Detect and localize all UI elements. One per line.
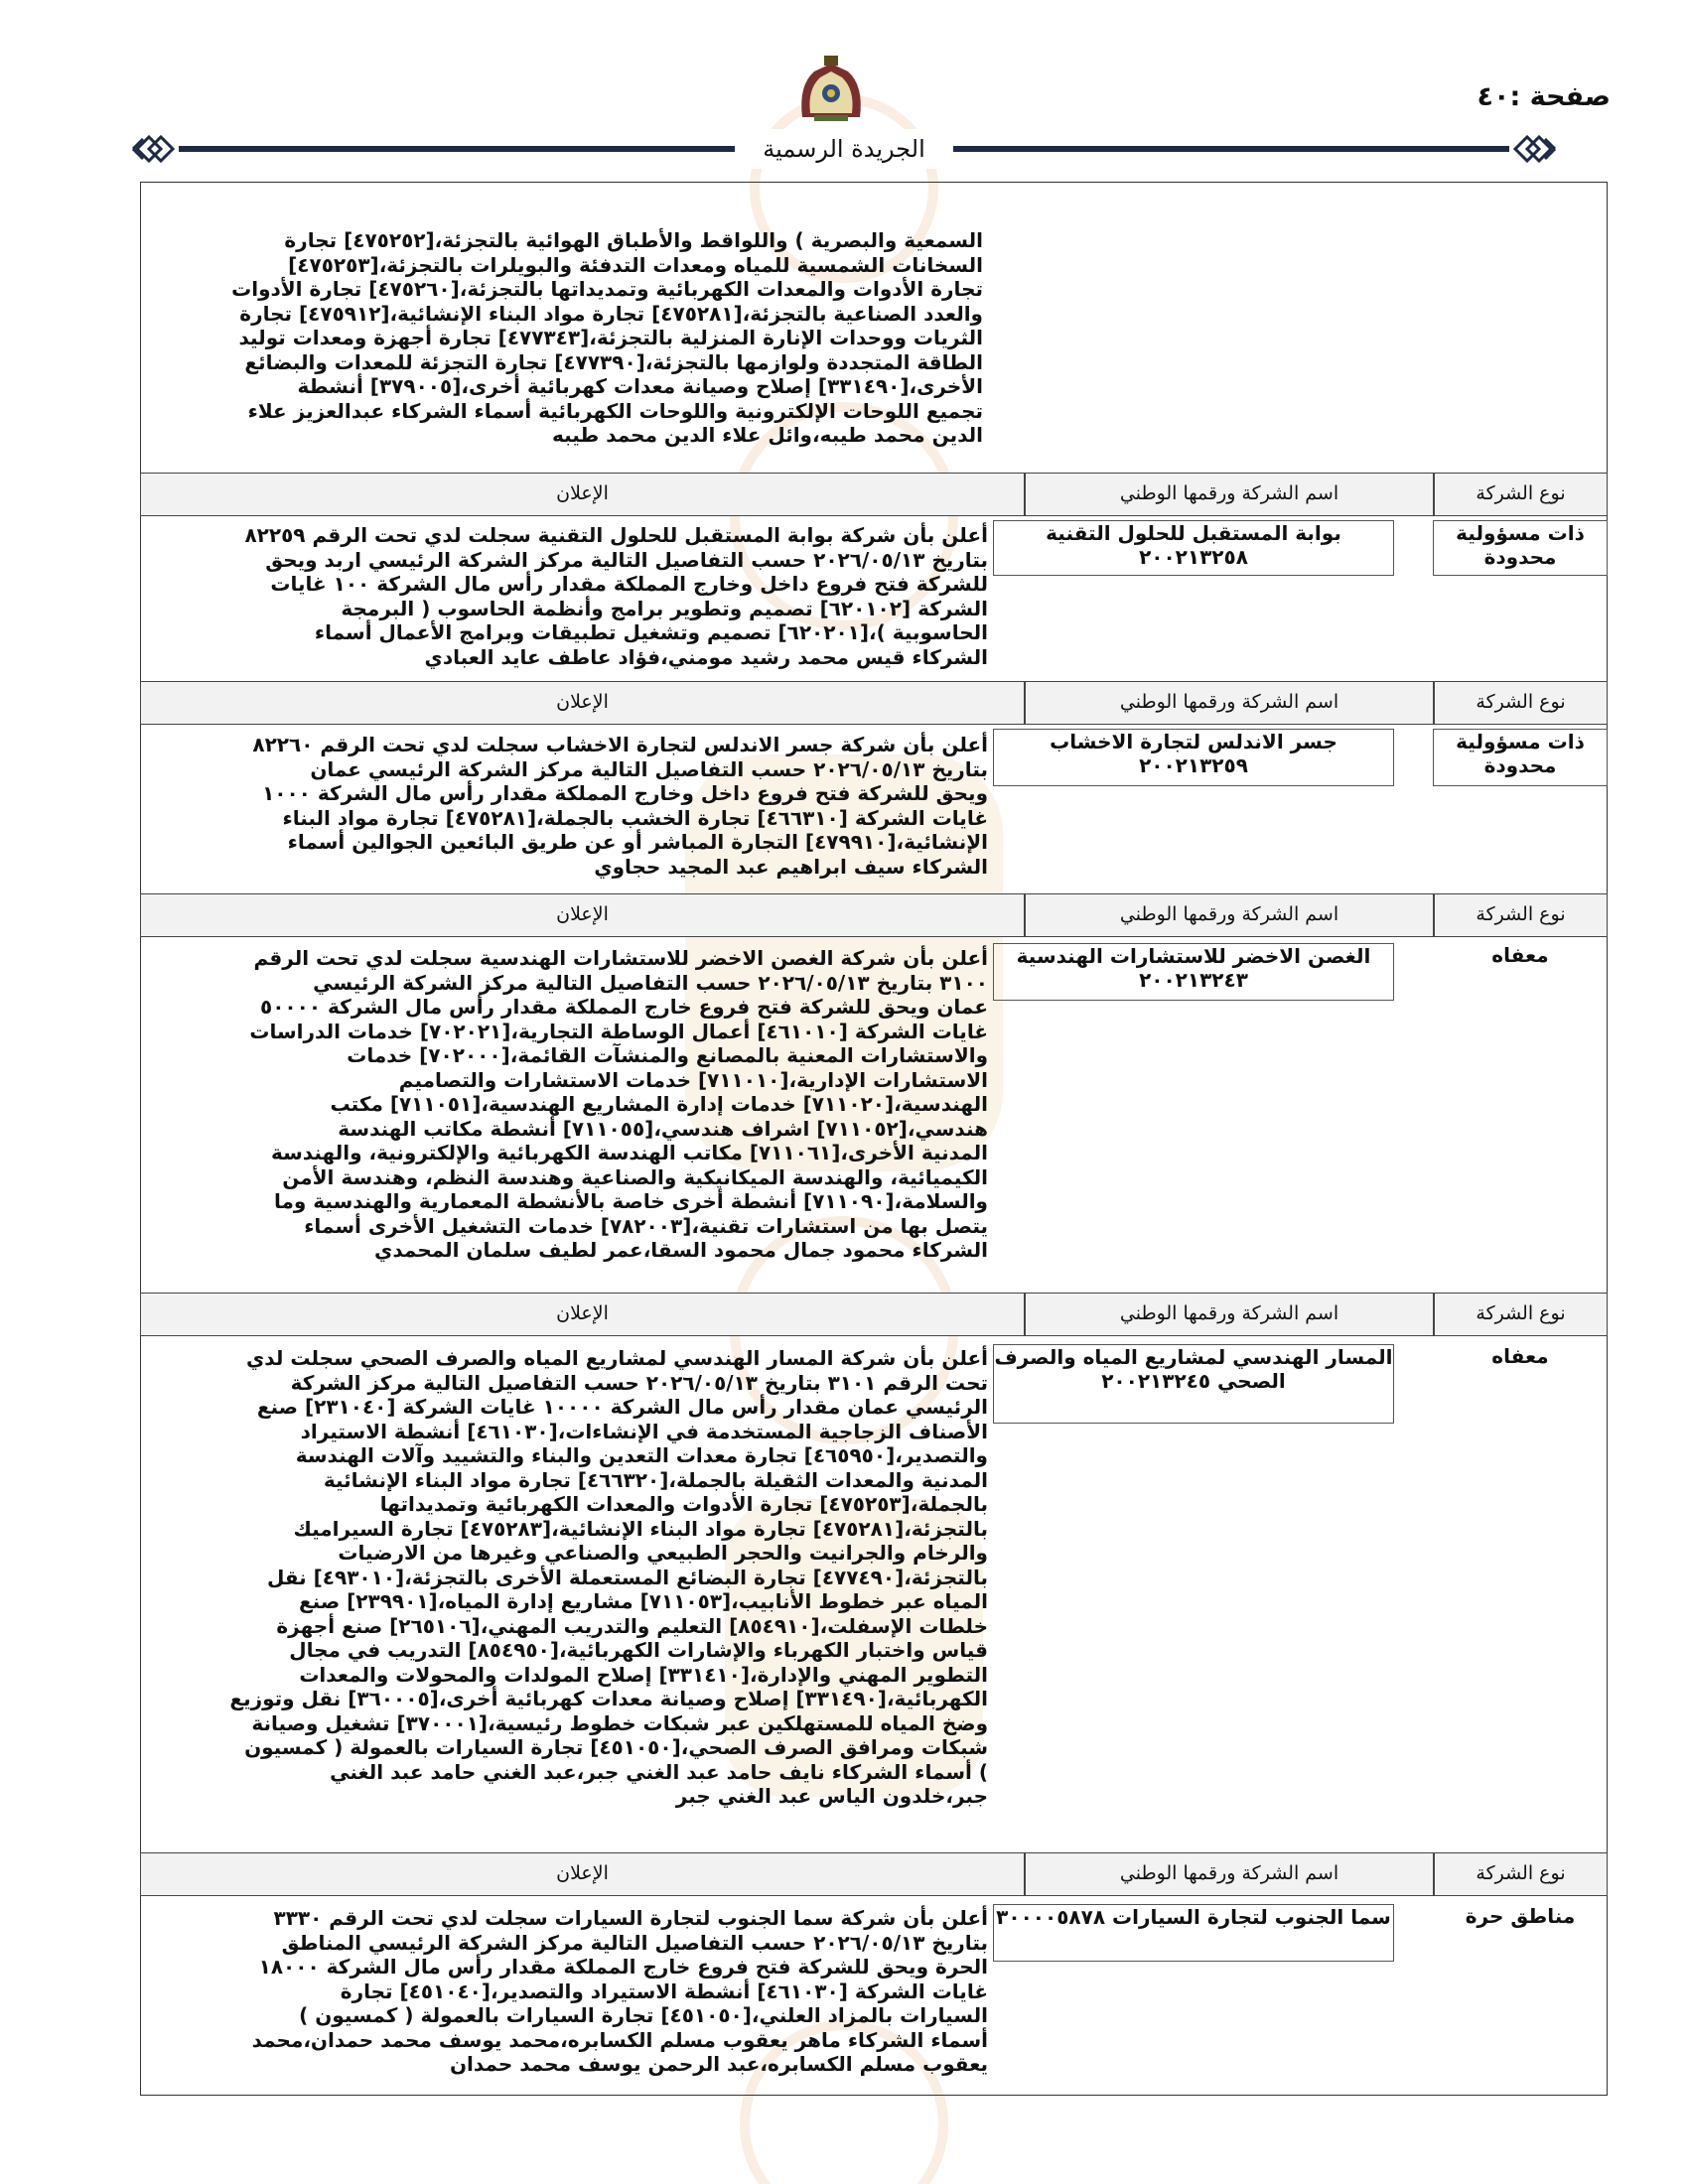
intro-continuation-text: السمعية والبصرية ) واللواقط والأطباق الهوائية بالتجزئة،[٤٧٥٢٥٢] تجارة السخانات الشمسية للمياه ومعدات التدفئة والبويلرات بالتجزئة،[٤٧٥٢٥٣] تجارة الأدوات والمعدات الكهربائية وتمديداتها بالتجزئة،[٤٧٥٢٦٠] تجارة الأدوات والعدد الصناعية بالتجزئة،[٤٧٥٢٨١] تجارة مواد البناء الإنشائية،[٤٧٥٩١٢] تجارة الثريات ووحدات الإنارة المنزلية بالتجزئة،[٤٧٧٣٤٣] تجارة أجهزة ومعدات توليد الطاقة المتجددة ولوازمها بالتجزئة،[٤٧٧٣٩٠] تجارة التجزئة للمعدات والبضائع الأخرى،[٣٣١٤٩٠] إصلاح وصيانة معدات كهربائية أخرى،[٣٧٩٠٠٥] أنشطة تجميع اللوحات الإلكترونية واللوحات الكهربائية أسماء الشركاء عبدالعزيز علاء الدين محمد طيبه،وائل علاء الدين محمد طيبه	[231, 228, 983, 447]
table-header-row	[140, 893, 1608, 937]
company-type: معفاه	[1491, 943, 1549, 967]
header-announcement: الإعلان	[140, 473, 1025, 516]
header-type: نوع الشركة	[1434, 473, 1608, 516]
header-type: نوع الشركة	[1434, 1293, 1608, 1336]
company-name: جسر الاندلس لتجارة الاخشاب ٢٠٠٢١٣٢٥٩	[993, 729, 1394, 786]
company-type: معفاه	[1491, 1344, 1549, 1368]
company-name: سما الجنوب لتجارة السيارات ٣٠٠٠٠٥٨٧٨	[993, 1904, 1394, 1962]
table-header-row	[140, 473, 1608, 516]
company-name: بوابة المستقبل للحلول التقنية ٢٠٠٢١٣٢٥٨	[993, 520, 1394, 576]
header-announcement: الإعلان	[140, 681, 1025, 725]
header-name: اسم الشركة ورقمها الوطني	[1025, 1293, 1434, 1336]
ornament-knot-icon	[131, 129, 179, 169]
page-number: صفحة :٤٠	[1477, 81, 1611, 112]
gazette-title: الجريدة الرسمية	[735, 129, 953, 169]
company-announcement: أعلن بأن شركة جسر الاندلس لتجارة الاخشاب سجلت لدي تحت الرقم ٨٢٢٦٠ بتاريخ ٢٠٢٦/٠٥/١٣ حسب التفاصيل التالية مركز الشركة الرئيسي عمان ويحق للشركة فتح فروع داخل وخارج المملكة مقدار رأس مال الشركة ١٠٠٠ غايات الشركة [٤٦٦٣١٠] تجارة الخشب بالجملة،[٤٧٥٢٨١] تجارة مواد البناء الإنشائية،[٤٧٩٩١٠] التجارة المباشر أو عن طريق البائعين الجوالين أسماء الشركاء سيف ابراهيم عبد المجيد حجاوي	[252, 733, 988, 879]
table-header-row	[140, 681, 1608, 725]
company-name: المسار الهندسي لمشاريع المياه والصرف الصحي ٢٠٠٢١٣٢٤٥	[993, 1344, 1394, 1424]
header-name: اسم الشركة ورقمها الوطني	[1025, 473, 1434, 516]
company-announcement: أعلن بأن شركة المسار الهندسي لمشاريع المياه والصرف الصحي سجلت لدي تحت الرقم ٣١٠١ بتاريخ ٢٠٢٦/٠٥/١٣ حسب التفاصيل التالية مركز الشركة الرئيسي عمان مقدار رأس مال الشركة ١٠٠٠٠ غايات الشركة [٢٣١٠٤٠] صنع الأصناف الزجاجية المستخدمة في الإنشاءات،[٤٦١٠٣٠] أنشطة الاستيراد والتصدير،[٤٦٥٩٥٠] تجارة معدات التعدين والبناء والتشييد وآلات الهندسة المدنية والمعدات الثقيلة بالجملة،[٤٦٦٣٢٠] تجارة مواد البناء الإنشائية بالجملة،[٤٧٥٢٥٣] تجارة الأدوات والمعدات الكهربائية وتمديداتها بالتجزئة،[٤٧٥٢٨١] تجارة مواد البناء الإنشائية،[٤٧٥٢٨٣] تجارة السيراميك والرخام والجرانيت والحجر الطبيعي والصناعي وغيرها من الارضيات بالتجزئة،[٤٧٧٤٩٠] تجارة البضائع المستعملة الأخرى بالتجزئة،[٤٩٣٠١٠] نقل المياه عبر خطوط الأنابيب،[٧١١٠٥٣] مشاريع إدارة المياه،[٢٣٩٩٠١] صنع خلطات الإسفلت،[٨٥٤٩١٠] التعليم والتدريب المهني،[٢٦٥١٠٦] صنع أجهزة قياس واختبار الكهرباء والإشارات الكهربائية،[٨٥٤٩٥٠] التدريب في مجال التطوير المهني والإدارة،[٣٣١٤١٠] إصلاح المولدات والمحولات والمعدات الكهربائية،[٣٣١٤٩٠] إصلاح وصيانة معدات كهربائية أخرى،[٣٦٠٠٠٥] نقل وتوزيع وضخ المياه للمستهلكين عبر شبكات خطوط رئيسية،[٣٧٠٠٠١] تشغيل وصيانة شبكات ومرافق الصرف الصحي،[٤٥١٠٥٠] تجارة السيارات بالعمولة ( كمسيون ) أسماء الشركاء نايف حامد عبد الغني جبر،عبد الغني حامد عبد الغني جبر،خلدون الياس عبد الغني جبر	[229, 1346, 988, 1808]
header-type: نوع الشركة	[1434, 681, 1608, 725]
company-name: الغصن الاخضر للاستشارات الهندسية ٢٠٠٢١٣٢٤٣	[993, 943, 1394, 1001]
table-header-row	[140, 1852, 1608, 1896]
header-type: نوع الشركة	[1434, 893, 1608, 937]
table-header-row	[140, 1293, 1608, 1336]
company-announcement: أعلن بأن شركة بوابة المستقبل للحلول التقنية سجلت لدي تحت الرقم ٨٢٢٥٩ بتاريخ ٢٠٢٦/٠٥/١٣ حسب التفاصيل التالية مركز الشركة الرئيسي اربد ويحق للشركة فتح فروع داخل وخارج المملكة مقدار رأس مال الشركة ١٠٠ غايات الشركة [٦٢٠١٠٢] تصميم وتطوير برامج وأنظمة الحاسوب ( البرمجة الحاسوبية )،[٦٢٠٢٠١] تصميم وتشغيل تطبيقات وبرامج الأعمال أسماء الشركاء قيس محمد رشيد مومني،فؤاد عاطف عايد العبادي	[244, 523, 988, 669]
company-announcement: أعلن بأن شركة سما الجنوب لتجارة السيارات سجلت لدي تحت الرقم ٣٣٣٠ بتاريخ ٢٠٢٦/٠٥/١٣ حسب التفاصيل التالية مركز الشركة الرئيسي المناطق الحرة ويحق للشركة فتح فروع خارج المملكة مقدار رأس مال الشركة ١٨٠٠٠ غايات الشركة [٤٦١٠٣٠] أنشطة الاستيراد والتصدير،[٤٥١٠٤٠] تجارة السيارات بالمزاد العلني،[٤٥١٠٥٠] تجارة السيارات بالعمولة ( كمسيون ) أسماء الشركاء ماهر يعقوب مسلم الكسابره،محمد يوسف محمد حمدان،محمد يعقوب مسلم الكسابره،عبد الرحمن يوسف محمد حمدان	[251, 1906, 988, 2076]
header-announcement: الإعلان	[140, 893, 1025, 937]
header-type: نوع الشركة	[1434, 1852, 1608, 1896]
company-announcement: أعلن بأن شركة الغصن الاخضر للاستشارات الهندسية سجلت لدي تحت الرقم ٣١٠٠ بتاريخ ٢٠٢٦/٠٥/١٣ حسب التفاصيل التالية مركز الشركة الرئيسي عمان ويحق للشركة فتح فروع خارج المملكة مقدار رأس مال الشركة ٥٠٠٠٠ غايات الشركة [٤٦١٠١٠] أعمال الوساطة التجارية،[٧٠٢٠٢١] خدمات الدراسات والاستشارات المعنية بالمصانع والمنشآت القائمة،[٧٠٢٠٠٠] خدمات الاستشارات الإدارية،[٧١١٠١٠] خدمات الاستشارات والتصاميم الهندسية،[٧١١٠٢٠] خدمات إدارة المشاريع الهندسية،[٧١١٠٥١] مكتب هندسي،[٧١١٠٥٢] اشراف هندسي،[٧١١٠٥٥] أنشطة مكاتب الهندسة المدنية الأخرى،[٧١١٠٦١] مكاتب الهندسة الكهربائية والإلكترونية، والهندسة الكيميائية، والهندسة الميكانيكية والصناعية وهندسة النظم، وهندسة الأمن والسلامة،[٧١١٠٩٠] أنشطة أخرى خاصة بالأنشطة المعمارية والهندسية وما يتصل بها من استشارات تقنية،[٧٨٢٠٠٣] خدمات التشغيل الأخرى أسماء الشركاء محمود جمال محمود السقا،عمر لطيف سلمان المحمدي	[249, 946, 988, 1262]
company-type: ذات مسؤولية محدودة	[1433, 729, 1608, 786]
company-type: ذات مسؤولية محدودة	[1433, 520, 1608, 576]
coat-of-arms-icon	[794, 56, 868, 125]
header-announcement: الإعلان	[140, 1852, 1025, 1896]
ornament-knot-icon	[1509, 129, 1557, 169]
header-announcement: الإعلان	[140, 1293, 1025, 1336]
header-name: اسم الشركة ورقمها الوطني	[1025, 893, 1434, 937]
header-name: اسم الشركة ورقمها الوطني	[1025, 681, 1434, 725]
company-type: مناطق حرة	[1465, 1904, 1576, 1928]
header-name: اسم الشركة ورقمها الوطني	[1025, 1852, 1434, 1896]
